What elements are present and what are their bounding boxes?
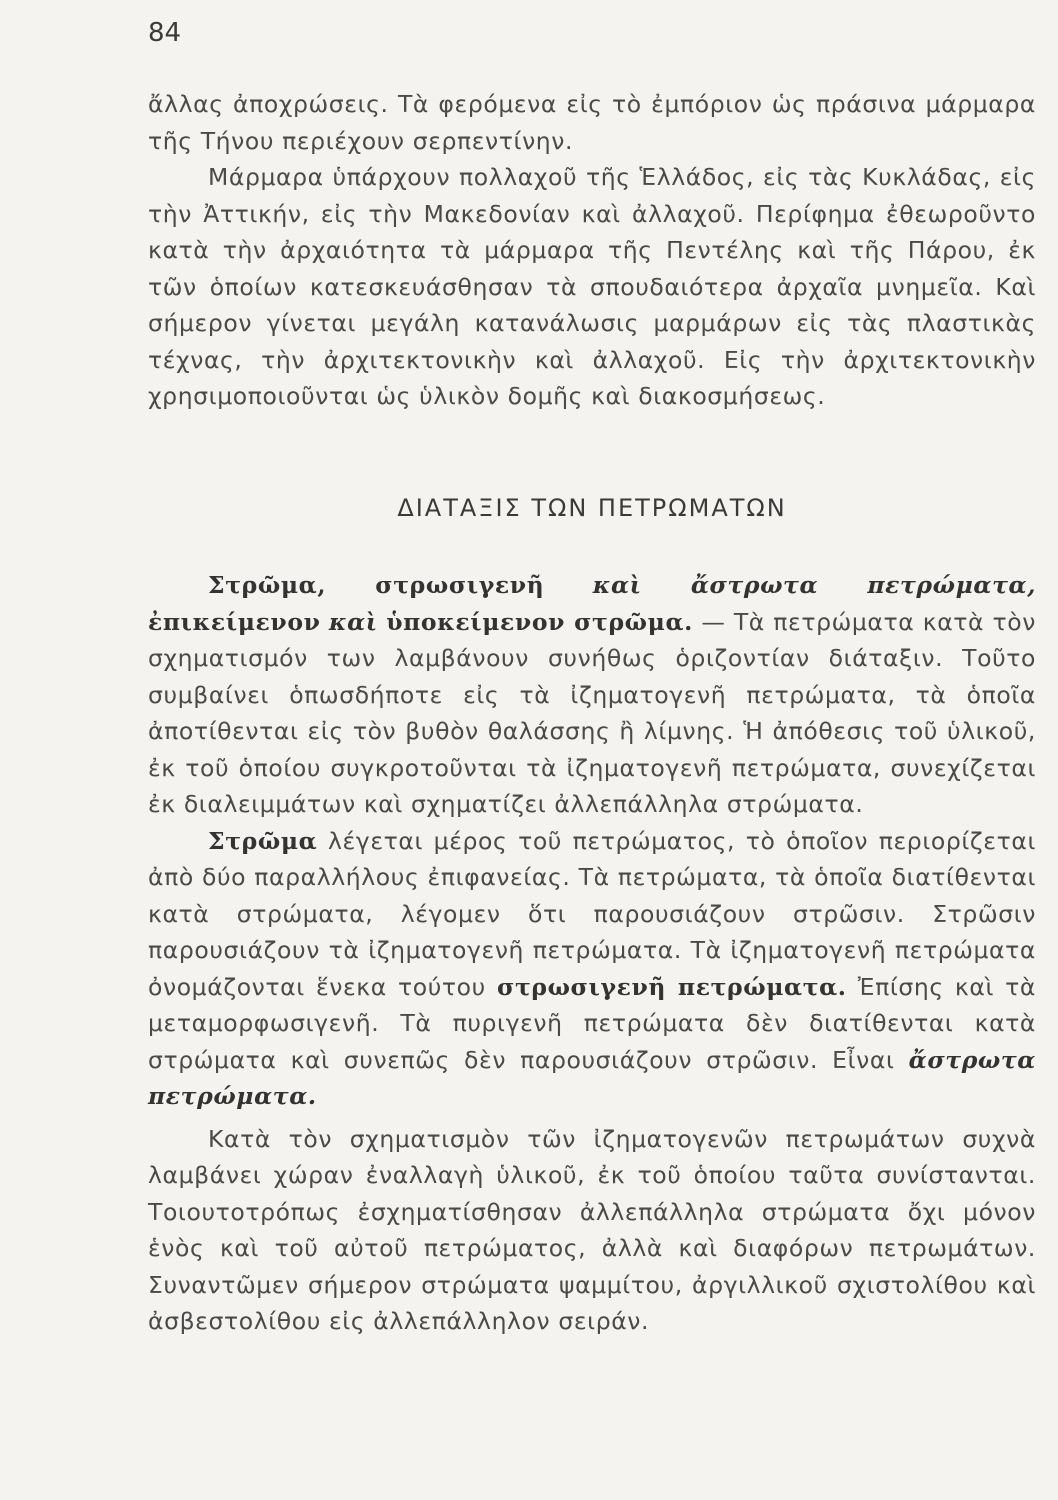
term-stratum-lead: Στρῶμα, στρωσιγενῆ bbox=[208, 571, 545, 599]
paragraph-strata bbox=[148, 567, 1036, 823]
paragraph-stratum-body-2: Ἐπίσης καὶ τὰ μεταμορφωσιγενῆ. Τὰ πυριγενῆ πετρώματα δὲν διατίθενται κατὰ στρώματα καὶ συνεπῶς δὲν παρουσιάζουν στρῶσιν. Εἶναι bbox=[148, 972, 1037, 1074]
term-stratified-rocks: στρωσιγενῆ πετρώματα. bbox=[497, 972, 847, 1001]
term-and: καὶ bbox=[328, 607, 378, 636]
term-unstratified-lead: καὶ ἄστρωτα πετρώματα, bbox=[592, 571, 1036, 599]
paragraph-stratum-body-1: λέγεται μέρος τοῦ πετρώματος, τὸ ὁποῖον περιορίζεται ἀπὸ δύο παραλλήλους ἐπιφανείας. Τὰ πετρώματα, τὰ ὁποῖα διατίθενται κατὰ στρώματα, λέγομεν ὅτι παρουσιάζουν στρῶσιν. Στρῶσιν παρουσιάζουν τὰ ἰζηματογενῆ πετρώματα. Τὰ ἰζηματογενῆ πετρώματα ὀνομάζονται ἕνεκα τούτου bbox=[148, 826, 1036, 1001]
term-stratum: Στρῶμα bbox=[208, 826, 318, 855]
section-heading: ΔΙΑΤΑΞΙΣ ΤΩΝ ΠΕΤΡΩΜΑΤΩΝ bbox=[397, 494, 787, 522]
term-overlying: ἐπικείμενον bbox=[148, 607, 321, 636]
paragraph-alternation: Κατὰ τὸν σχηματισμὸν τῶν ἰζηματογενῶν πετρωμάτων συχνὰ λαμβάνει χώραν ἐναλλαγὴ ὑλικοῦ, ἐκ τοῦ ὁποίου ταῦτα συνίστανται. Τοιουτοτρόπως ἐσχηματίσθησαν ἀλλεπάλληλα στρώματα ὄχι μόνον ἑνὸς καὶ τοῦ αὐτοῦ πετρώματος, ἀλλὰ καὶ διαφόρων πετρωμάτων. Συναντῶμεν σήμερον στρώματα ψαμμίτου, ἀργιλλικοῦ σχιστολίθου καὶ ἀσβεστολίθου εἰς ἀλλεπάλληλον σειράν. bbox=[148, 1124, 1036, 1335]
intro-text bbox=[148, 86, 1036, 415]
term-underlying: ὑποκείμενον στρῶμα. bbox=[386, 607, 693, 636]
intro-paragraph-1: ἄλλας ἀποχρώσεις. Τὰ φερόμενα εἰς τὸ ἐμπόριον ὡς πράσινα μάρμαρα τῆς Τήνου περιέχουν σερπεντίνην. bbox=[148, 90, 1036, 155]
paragraph-stratum-definition bbox=[148, 823, 1036, 1115]
body-text bbox=[148, 567, 1036, 1340]
term-unstratified-rocks: ἄστρωτα πετρώματα. bbox=[148, 1045, 1036, 1110]
paragraph-strata-body: — Τὰ πετρώματα κατὰ τὸν σχηματισμόν των λαμβάνουν συνήθως ὁριζοντίαν διάταξιν. Τοῦτο συμβαίνει ὁπωσδήποτε εἰς τὰ ἰζηματογενῆ πετρώματα, τὰ ὁποῖα ἀποτίθενται εἰς τὸν βυθὸν θαλάσσης ἢ λίμνης. Ἡ ἀπόθεσις τοῦ ὑλικοῦ, ἐκ τοῦ ὁποίου συγκροτοῦνται τὰ ἰζηματογενῆ πετρώματα, συνεχίζεται ἐκ διαλειμμάτων καὶ σχηματίζει ἀλλεπάλληλα στρώματα. bbox=[148, 607, 1036, 818]
intro-paragraph-2: Μάρμαρα ὑπάρχουν πολλαχοῦ τῆς Ἑλλάδος, εἰς τὰς Κυκλάδας, εἰς τὴν Ἀττικήν, εἰς τὴν Μακεδονίαν καὶ ἀλλαχοῦ. Περίφημα ἐθεωροῦντο κατὰ τὴν ἀρχαιότητα τὰ μάρμαρα τῆς Πεντέλης καὶ τῆς Πάρου, ἐκ τῶν ὁποίων κατεσκευάσθησαν τὰ σπουδαιότερα ἀρχαῖα μνημεῖα. Καὶ σήμερον γίνεται μεγάλη κατανάλωσις μαρμάρων εἰς τὰς πλαστικὰς τέχνας, τὴν ἀρχιτεκτονικὴν καὶ ἀλλαχοῦ. Εἰς τὴν ἀρχιτεκτονικὴν χρησιμοποιοῦνται ὡς ὑλικὸν δομῆς καὶ διακοσμήσεως. bbox=[148, 163, 1036, 410]
page-number: 84 bbox=[148, 18, 182, 48]
